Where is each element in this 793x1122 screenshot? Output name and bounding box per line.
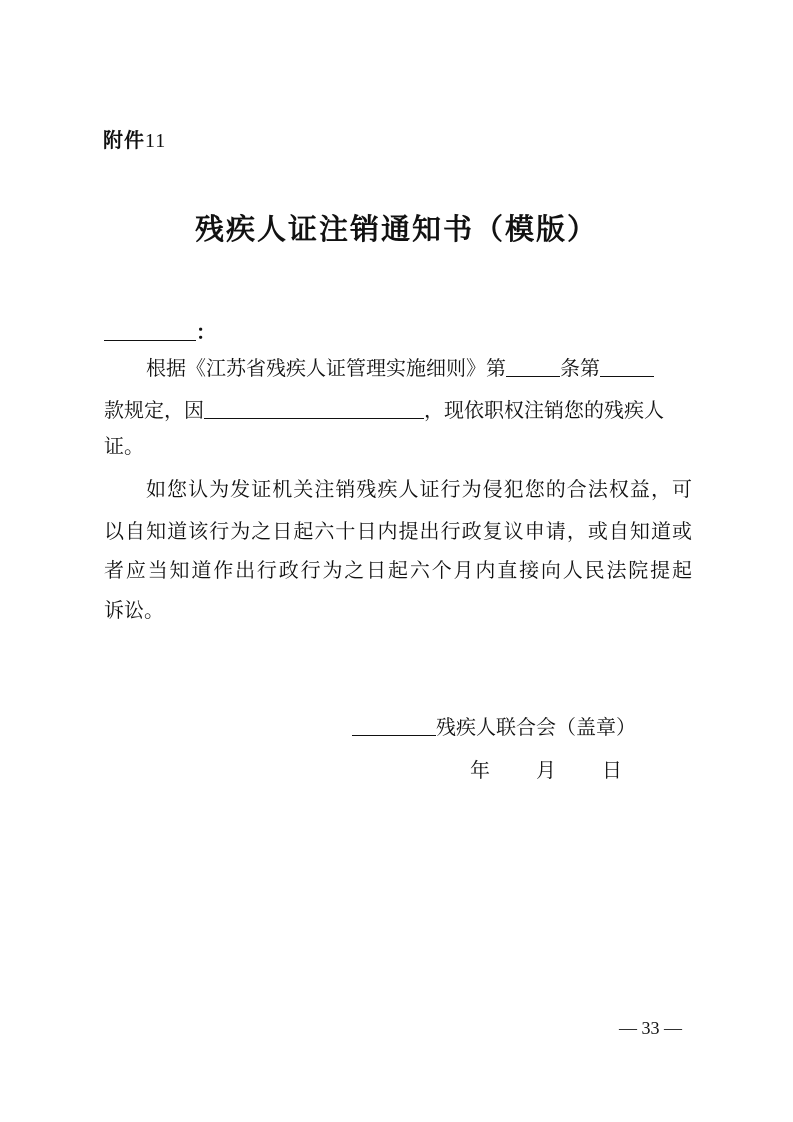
article-blank — [506, 356, 560, 377]
paragraph1-text-b: 条第 — [560, 356, 600, 380]
date-month: 月 — [536, 758, 556, 782]
attachment-prefix: 附件 — [103, 128, 145, 152]
paragraph2-line3: 者应当知道作出行政行为之日起六个月内直接向人民法院提起 — [104, 558, 692, 582]
date-year: 年 — [470, 758, 490, 782]
paragraph1-text-c: 款规定，因 — [104, 398, 204, 422]
organization-blank — [352, 715, 436, 736]
paragraph1-line2 — [104, 396, 692, 424]
paragraph2-line2: 以自知道该行为之日起六十日内提出行政复议申请，或自知道或 — [104, 519, 692, 543]
clause-blank — [600, 356, 654, 377]
attachment-number: 11 — [145, 130, 167, 152]
signature-block — [352, 713, 636, 741]
paragraph2-line4: 诉讼。 — [104, 598, 164, 622]
addressee-blank — [104, 320, 196, 341]
organization-label: 残疾人联合会（盖章） — [436, 715, 636, 739]
page-number: — 33 — — [619, 1018, 682, 1038]
addressee-colon: ： — [196, 320, 216, 344]
paragraph1-text-d: ，现依职权注销您的残疾人 — [424, 398, 664, 422]
paragraph1-text-a: 根据《江苏省残疾人证管理实施细则》第 — [146, 356, 506, 380]
date-line — [470, 756, 622, 784]
paragraph1-line1 — [146, 354, 692, 382]
addressee-line — [104, 318, 216, 346]
document-title: 残疾人证注销通知书（模版） — [194, 212, 598, 246]
reason-blank — [204, 398, 424, 419]
paragraph2-line1: 如您认为发证机关注销残疾人证行为侵犯您的合法权益，可 — [146, 477, 692, 501]
attachment-label — [103, 124, 166, 153]
date-day: 日 — [602, 758, 622, 782]
paragraph1-line3: 证。 — [104, 434, 144, 458]
